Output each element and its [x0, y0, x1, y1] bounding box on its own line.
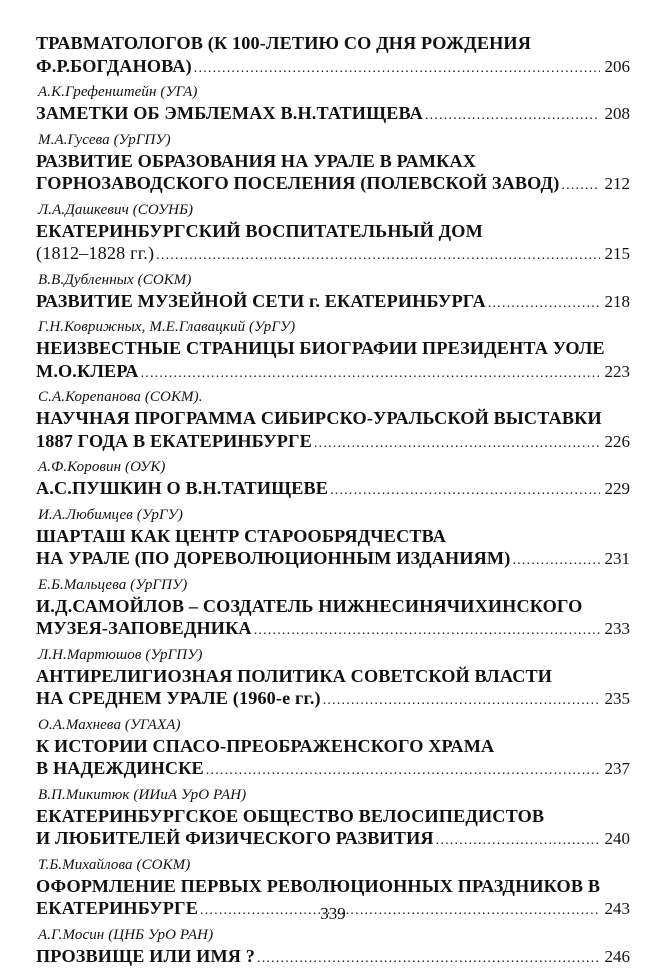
entry-title-line: ОФОРМЛЕНИЕ ПЕРВЫХ РЕВОЛЮЦИОННЫХ ПРАЗДНИКОВ В — [36, 875, 630, 898]
entry-final-line — [36, 617, 630, 643]
entry-page-number: 237 — [602, 758, 630, 781]
entry-final-line — [36, 55, 630, 81]
entry-final-line — [36, 290, 630, 316]
entry-final-line — [36, 360, 630, 386]
table-of-contents — [36, 32, 630, 970]
toc-entry — [36, 82, 630, 128]
dot-leader — [425, 105, 600, 128]
entry-page-number: 212 — [602, 173, 630, 196]
entry-final-line — [36, 687, 630, 713]
entry-title-line: НАУЧНАЯ ПРОГРАММА СИБИРСКО-УРАЛЬСКОЙ ВЫСТАВКИ — [36, 407, 630, 430]
entry-author: Л.Н.Мартюшов (УрГПУ) — [36, 645, 630, 665]
entry-title-last: МУЗЕЯ-ЗАПОВЕДНИКА — [36, 617, 252, 640]
entry-title-line: И.Д.САМОЙЛОВ – СОЗДАТЕЛЬ НИЖНЕСИНЯЧИХИНСКОГО — [36, 595, 630, 618]
entry-title-line: К ИСТОРИИ СПАСО-ПРЕОБРАЖЕНСКОГО ХРАМА — [36, 735, 630, 758]
entry-title-line: НЕИЗВЕСТНЫЕ СТРАНИЦЫ БИОГРАФИИ ПРЕЗИДЕНТА УОЛЕ — [36, 337, 630, 360]
entry-page-number: 223 — [602, 361, 630, 384]
entry-title-line: ЕКАТЕРИНБУРГСКИЙ ВОСПИТАТЕЛЬНЫЙ ДОМ — [36, 220, 630, 243]
dot-leader — [254, 620, 600, 643]
toc-entry — [36, 457, 630, 503]
dot-leader — [323, 690, 600, 713]
entry-page-number: 229 — [602, 478, 630, 501]
entry-author: А.Г.Мосин (ЦНБ УрО РАН) — [36, 925, 630, 945]
entry-title-last: А.С.ПУШКИН О В.Н.ТАТИЩЕВЕ — [36, 477, 328, 500]
entry-author: Л.А.Дашкевич (СОУНБ) — [36, 200, 630, 220]
toc-entry — [36, 785, 630, 853]
dot-leader — [436, 830, 600, 853]
entry-final-line — [36, 242, 630, 268]
dot-leader — [141, 363, 600, 386]
entry-author: О.А.Махнева (УГАХА) — [36, 715, 630, 735]
entry-final-line — [36, 102, 630, 128]
entry-title-line: ЕКАТЕРИНБУРГСКОЕ ОБЩЕСТВО ВЕЛОСИПЕДИСТОВ — [36, 805, 630, 828]
entry-final-line — [36, 477, 630, 503]
entry-author: М.А.Гусева (УрГПУ) — [36, 130, 630, 150]
entry-page-number: 206 — [602, 56, 630, 79]
entry-page-number: 208 — [602, 103, 630, 126]
entry-author: В.В.Дубленных (СОКМ) — [36, 270, 630, 290]
entry-page-number: 243 — [602, 898, 630, 921]
entry-title-line: РАЗВИТИЕ ОБРАЗОВАНИЯ НА УРАЛЕ В РАМКАХ — [36, 150, 630, 173]
dot-leader — [512, 550, 600, 573]
entry-page-number: 233 — [602, 618, 630, 641]
entry-title-last: ЕКАТЕРИНБУРГЕ — [36, 897, 198, 920]
dot-leader — [488, 293, 600, 316]
entry-final-line — [36, 547, 630, 573]
entry-title-line: ТРАВМАТОЛОГОВ (К 100-ЛЕТИЮ СО ДНЯ РОЖДЕНИЯ — [36, 32, 630, 55]
dot-leader — [194, 58, 600, 81]
entry-author: Е.Б.Мальцева (УрГПУ) — [36, 575, 630, 595]
entry-title-last: ЗАМЕТКИ ОБ ЭМБЛЕМАХ В.Н.ТАТИЩЕВА — [36, 102, 423, 125]
entry-page-number: 235 — [602, 688, 630, 711]
entry-final-line — [36, 945, 630, 970]
entry-title-line: ШАРТАШ КАК ЦЕНТР СТАРООБРЯДЧЕСТВА — [36, 525, 630, 548]
entry-author: А.Ф.Коровин (ОУК) — [36, 457, 630, 477]
entry-title-line: АНТИРЕЛИГИОЗНАЯ ПОЛИТИКА СОВЕТСКОЙ ВЛАСТИ — [36, 665, 630, 688]
entry-title-last: ПРОЗВИЩЕ ИЛИ ИМЯ ? — [36, 945, 255, 968]
entry-page-number: 240 — [602, 828, 630, 851]
entry-page-number: 215 — [602, 243, 630, 266]
entry-title-last: 1887 ГОДА В ЕКАТЕРИНБУРГЕ — [36, 430, 312, 453]
entry-title-last: НА УРАЛЕ (ПО ДОРЕВОЛЮЦИОННЫМ ИЗДАНИЯМ) — [36, 547, 510, 570]
entry-page-number: 218 — [602, 291, 630, 314]
entry-title-last: НА СРЕДНЕМ УРАЛЕ (1960-е гг.) — [36, 687, 321, 710]
toc-entry — [36, 925, 630, 970]
entry-final-line — [36, 757, 630, 783]
entry-page-number: 246 — [602, 946, 630, 969]
entry-title-last: И ЛЮБИТЕЛЕЙ ФИЗИЧЕСКОГО РАЗВИТИЯ — [36, 827, 434, 850]
entry-title-last: (1812–1828 гг.) — [36, 242, 154, 265]
entry-author: Г.Н.Коврижных, М.Е.Главацкий (УрГУ) — [36, 317, 630, 337]
dot-leader — [314, 433, 600, 456]
entry-title-last: РАЗВИТИЕ МУЗЕЙНОЙ СЕТИ г. ЕКАТЕРИНБУРГА — [36, 290, 486, 313]
dot-leader — [330, 480, 600, 503]
toc-entry — [36, 32, 630, 80]
toc-entry — [36, 317, 630, 385]
entry-author: А.К.Грефенштейн (УГА) — [36, 82, 630, 102]
entry-final-line — [36, 430, 630, 456]
page-number: 339 — [0, 904, 666, 924]
entry-page-number: 226 — [602, 431, 630, 454]
entry-title-last: М.О.КЛЕРА — [36, 360, 139, 383]
toc-entry — [36, 387, 630, 455]
toc-entry — [36, 130, 630, 198]
entry-author: С.А.Корепанова (СОКМ). — [36, 387, 630, 407]
dot-leader — [257, 948, 600, 970]
entry-final-line — [36, 827, 630, 853]
toc-entry — [36, 575, 630, 643]
entry-final-line — [36, 172, 630, 198]
entry-page-number: 231 — [602, 548, 630, 571]
entry-author: И.А.Любимцев (УрГУ) — [36, 505, 630, 525]
entry-title-last: ГОРНОЗАВОДСКОГО ПОСЕЛЕНИЯ (ПОЛЕВСКОЙ ЗАВОД) — [36, 172, 559, 195]
toc-entry — [36, 715, 630, 783]
toc-entry — [36, 505, 630, 573]
dot-leader — [561, 175, 600, 198]
entry-title-last: Ф.Р.БОГДАНОВА) — [36, 55, 192, 78]
toc-entry — [36, 270, 630, 316]
dot-leader — [156, 245, 600, 268]
entry-author: Т.Б.Михайлова (СОКМ) — [36, 855, 630, 875]
toc-entry — [36, 200, 630, 268]
toc-entry — [36, 645, 630, 713]
entry-title-last: В НАДЕЖДИНСКЕ — [36, 757, 204, 780]
entry-author: В.П.Микитюк (ИИиА УрО РАН) — [36, 785, 630, 805]
dot-leader — [206, 760, 600, 783]
